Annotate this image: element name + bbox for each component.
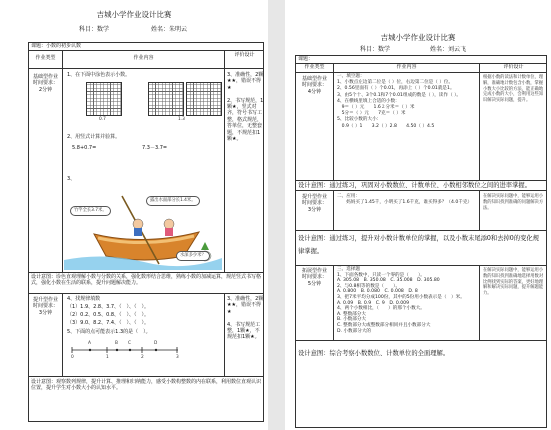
header-eval: 评价设计 (234, 52, 255, 58)
right-page (285, 0, 551, 430)
sequence-3: （3）9.0、8.2、7.4、（ ）、（ ）。 (67, 320, 150, 326)
advanced-type-cell: 提升型作业 时间要求： 3分钟 (301, 194, 327, 213)
basic-eval-cell: 3、准确性，2颗★★，错误不得★ 2、书写规范，1颗★，竖式对齐，符号书写工整，格式规范，答单位，无整套题，不规范扣1颗★。 (227, 72, 264, 143)
sequence-1: （1）1.9、2.8、3.7、（ ）、（ ）。 (67, 304, 150, 310)
advanced-type-cell: 提升型作业 时间要求： 3分钟 (32, 297, 58, 316)
axis-tick-3: 3 (176, 355, 179, 360)
header-type: 作业类型 (304, 64, 325, 70)
axis-tick-0: 0 (71, 355, 74, 360)
basic-eval-cell: 根据小数的读法和计数单位，理解，准确地计数包含小数，掌握小数大小比较的方法，能正确地完成小数的大小，会利用这些知识解决实际问题，提升。 (483, 75, 544, 104)
decimal-grid-2 (148, 82, 184, 116)
axis-point-a: A (88, 341, 91, 346)
basic-type-cell: 基础型作业 时间要求： 2分钟 (32, 74, 58, 93)
axis-tick-1: 1 (106, 355, 109, 360)
axis-point-d: D (154, 341, 158, 346)
grid-label-2: 1.3 (178, 117, 185, 122)
design-intent-2: 设计意图：通过练习，提升对小数计数单位的掌握，以及小数末尾添0和去掉0的变化规律掌握。 (298, 235, 539, 255)
advanced-eval-cell: 在解决实际问题中，能够运用小数的知识找到准确的问题解决方法。 (483, 194, 544, 211)
water-speech-bubble: 水深多少米？ (176, 251, 210, 261)
header-eval: 评价设计 (503, 64, 524, 70)
girl-speech-bubble: 露出水面部分长1.4米。 (146, 196, 200, 206)
viewer-gutter (268, 0, 285, 430)
calc-2: 7.3－3.7= (142, 145, 168, 151)
basic-type-cell: 基础型作业 时间要求： 4分钟 (301, 76, 327, 95)
advanced-eval-cell: 3、准确性，2颗★★，错误不得★ 4、书写规范工整，1颗★，不规范扣1颗★。 (227, 296, 264, 341)
question-3: 3、 (67, 176, 76, 182)
header-content: 作业内容 (133, 55, 154, 61)
author-label: 姓名：朱明云 (151, 26, 188, 33)
extended-type-cell: 拓展型作业 时间要求： 5分钟 (301, 268, 327, 287)
advanced-content: 二、应用： 妈妈买了1.45千，小明买了1.6千克，谁买得多？（4.0千克） (337, 194, 473, 206)
page-title: 吉城小学作业设计比赛 (380, 33, 456, 42)
axis-tick-2: 2 (141, 355, 144, 360)
decimal-grid-3 (186, 82, 222, 116)
decimal-grid-1 (86, 82, 122, 116)
question-1: 1、在下面中涂色表示小数。 (67, 72, 131, 78)
design-intent-1: 设计意图：诊色直观理解小数与分数的关系，强化数形结合思维，熟练小数的加减运算，规范竖式书写格式，强化小数在生活的联系，提升问题解决能力。 (31, 274, 262, 287)
design-intent-2: 设计意图：观察数列规律，提升计算、推理和归纳能力，感受小数构整数的内在联系，利用数位直观认识位置，提升学生对小数大小的认知水平。 (31, 379, 262, 392)
axis-point-c: C (128, 341, 132, 346)
left-page (0, 0, 268, 430)
topic-label: 课题：小数的初步认数 (31, 43, 82, 49)
subject-label: 科目：数学 (360, 46, 391, 53)
question-2: 2、用竖式计算并验算。 (67, 134, 121, 140)
boy-speech-bubble: 竹竿全长3.7米。 (70, 206, 111, 216)
grid-label-1: 0.7 (99, 117, 106, 122)
extended-content: 三、选择题 1、下面各数中，只读一个零的是（ ）。 A. 305.08 B. 350.08 C. 35.008 D. 305.80 2、与0.8相等的数是（ ）。 A. 0.800 B. 0.080 C. 0.008 D. 8 3、把7米平均分成100份，其中的5份用小数表示是（ ）米。 A. 0.09 B. 0.9 C. 9 D. 0.009 4、两个小数相比，（ ）的那个小数大。 A. 整数部分大 B. 小数部分大 C. 整数部分大或整数部分相同并且小数部分大 D. 小数部分大的 (337, 267, 465, 334)
design-intent-3: 设计意图：综合考察小数数位、计数单位的全面理解。 (298, 350, 450, 357)
sequence-2: （2）0.2、0.5、0.8、（ ）、（ ）。 (67, 312, 150, 318)
calc-1: 5.8+0.7= (72, 145, 97, 151)
question-4: 4、找规律填数 (67, 296, 101, 302)
question-5: 5、下面的点可能表示1.3的是（ ）。 (67, 329, 151, 335)
subject-label: 科目：数学 (79, 26, 110, 33)
basic-content: 一、填空题： 1、小数点左边第二位是（ ）位，右边第二位是（ ）位。 2、0.56里面有（ ）个0.01，再添上（ ）个0.01就是1。 3、由5个十、3个0.1和7个0.01组成的数是（ ），读作（ ）。 4、在横线里填上合适的小数： 9＝（ ）元 1.6２分米＝（ ）米 5分＝（ ）元 7克＝（ ）米 5、比较小数的大小： 0.9（ ）1 3.2（ ）2.8 4.50（ ）4.5 (337, 74, 462, 129)
page-title: 吉城小学作业设计比赛 (96, 10, 172, 19)
axis-point-b: B (115, 341, 118, 346)
header-content: 作业内容 (396, 64, 417, 70)
number-line (66, 338, 186, 364)
design-intent-1: 设计意图：通过练习，巩固对小数数位、计数单位、小数相邻数位之间的进率掌握。 (298, 182, 531, 189)
author-label: 姓名：刘云飞 (430, 46, 467, 53)
extended-eval-cell: 在解决实际问题中，能够运用小数的知识找到准确地选择用数对比例找到实际的答案，更好地理解和解决实际问题，提升解题能力。 (483, 268, 544, 297)
topic-label: 课题： (298, 56, 314, 62)
header-type: 作业类型 (35, 55, 56, 61)
